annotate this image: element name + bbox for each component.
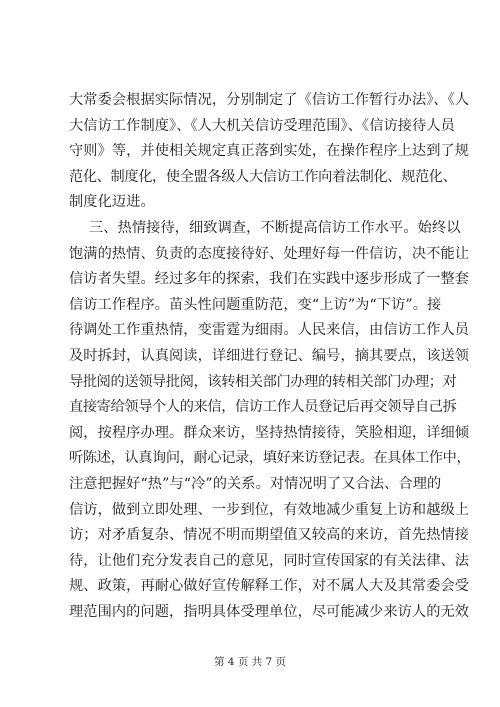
page-number-footer: 第 4 页 共 7 页 xyxy=(213,656,287,668)
text-line: 信访工作程序。苗头性问题重防范，变“上访”为“下访”。接 xyxy=(69,296,442,313)
text-line: 制度化迈进。 xyxy=(69,194,155,211)
text-line: 守则》等，并使相关规定真正落到实处，在操作程序上达到了规 xyxy=(69,143,470,160)
text-line: 访；对矛盾复杂、情况不明而期望值又较高的来访，首先热情接 xyxy=(69,527,470,544)
text-line: 规、政策，再耐心做好宣传解释工作，对不属人大及其常委会受 xyxy=(69,578,470,595)
text-line: 导批阅的送领导批阅，该转相关部门办理的转相关部门办理；对 xyxy=(69,373,457,390)
text-line: 及时拆封，认真阅读，详细进行登记、编号，摘其要点，该送领 xyxy=(69,347,470,364)
text-line: 阅，按程序办理。群众来访，坚持热情接待，笑脸相迎，详细倾 xyxy=(69,424,470,441)
text-line: 注意把握好“热”与“冷”的关系。对情况明了又合法、合理的 xyxy=(69,475,442,492)
text-line: 直接寄给领导个人的来信，信访工作人员登记后再交领导自己拆 xyxy=(69,399,457,416)
text-line: 待调处工作重热情，变雷霆为细雨。人民来信，由信访工作人员 xyxy=(69,322,470,339)
paragraph-start-line: 三、热情接待，细致调查，不断提高信访工作水平。始终以 xyxy=(89,219,461,236)
text-line: 信访者失望。经过多年的探索，我们在实践中逐步形成了一整套 xyxy=(69,271,470,288)
text-line: 大常委会根据实际情况，分别制定了《信访工作暂行办法》、《人 xyxy=(69,92,470,108)
text-line: 听陈述，认真询问，耐心记录，填好来访登记表。在具体工作中， xyxy=(69,450,471,467)
text-line: 大信访工作制度》、《人大机关信访受理范围》、《信访接待人员 xyxy=(69,117,455,134)
text-line: 信访，做到立即处理、一步到位，有效地减少重复上访和越级上 xyxy=(69,501,470,518)
text-line: 饱满的热情、负责的态度接待好、处理好每一件信访，决不能让 xyxy=(69,245,470,262)
text-line: 范化、制度化，使全盟各级人大信访工作向着法制化、规范化、 xyxy=(69,168,457,185)
text-line: 待，让他们充分发表自己的意见，同时宣传国家的有关法律、法 xyxy=(69,552,470,569)
text-line: 理范围内的问题，指明具体受理单位，尽可能减少来访人的无效 xyxy=(69,603,470,620)
body-text xyxy=(69,88,471,625)
